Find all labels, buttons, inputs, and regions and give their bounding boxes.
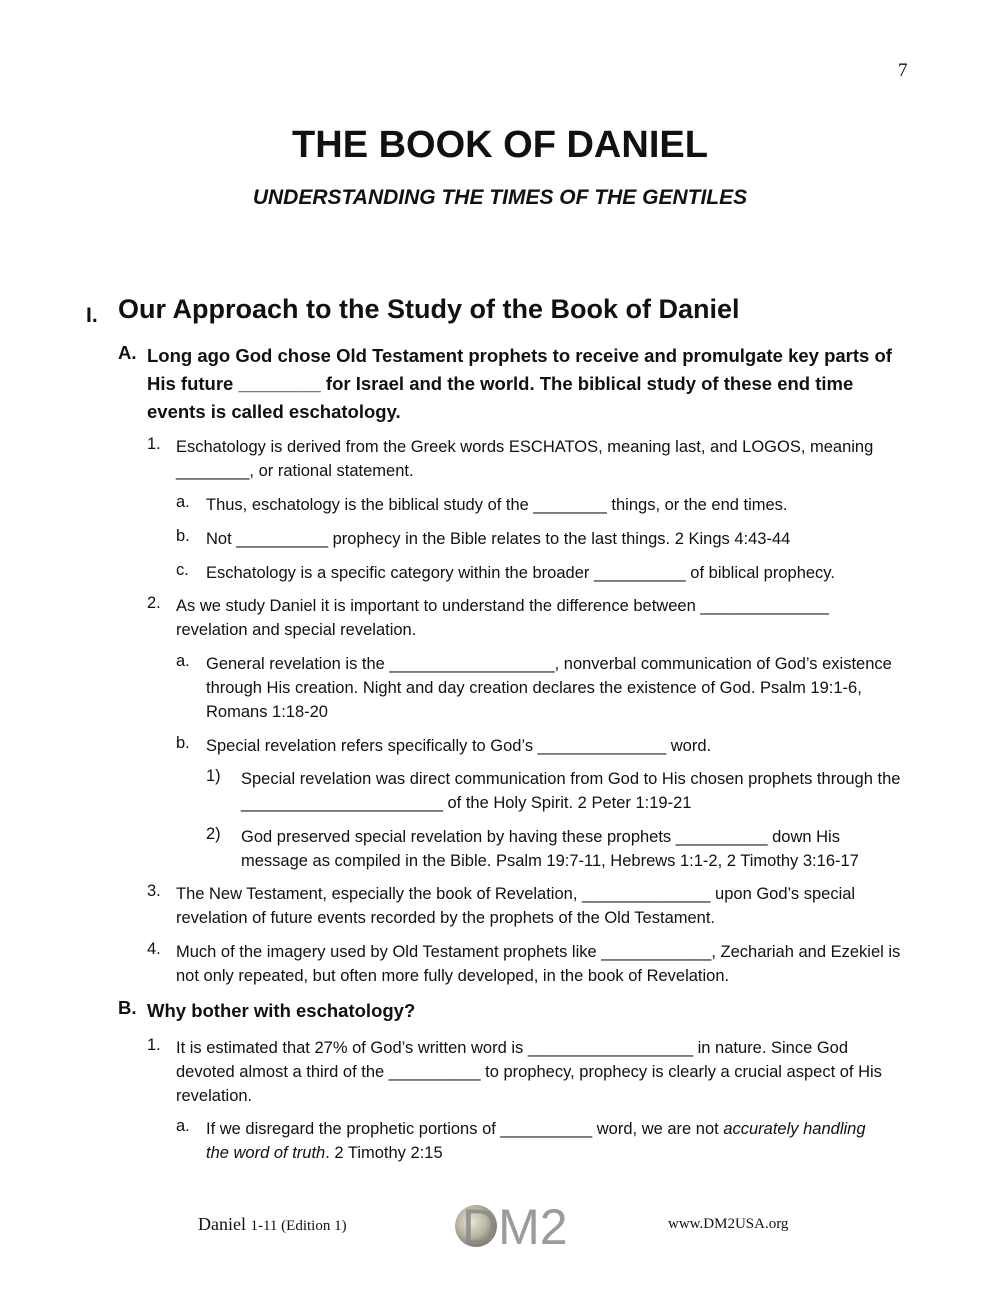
subsection-a-number: A.	[118, 342, 137, 363]
footer-url: www.DM2USA.org	[668, 1216, 789, 1232]
list-item: As we study Daniel it is important to understand the difference between ______________ revelation and special revelation.	[176, 597, 829, 639]
footer-edition: 1-11 (Edition 1)	[250, 1218, 347, 1234]
list-letter: a.	[176, 652, 190, 670]
subsection-b-text: Why bother with eschatology?	[147, 1000, 416, 1021]
list-number: 1.	[147, 435, 161, 453]
list-letter: b.	[176, 527, 190, 545]
subsection-b-number: B.	[118, 997, 137, 1018]
list-item: General revelation is the __________________, nonverbal communication of God’s existence through His creation. Night and day creation declares the existence of God. Psalm 19:1-6, Romans 1:18-20	[206, 655, 892, 721]
list-subnumber: 2)	[206, 825, 221, 843]
list-letter: b.	[176, 734, 190, 752]
list-number: 4.	[147, 940, 161, 958]
section-heading: Our Approach to the Study of the Book of Daniel	[118, 294, 740, 324]
section-number: I.	[86, 304, 98, 327]
list-item: God preserved special revelation by having these prophets __________ down His message as compiled in the Bible. Psalm 19:7-11, Hebrews 1:1-2, 2 Timothy 3:16-17	[241, 828, 859, 870]
subsection-a-text: Long ago God chose Old Testament prophets to receive and promulgate key parts of His future ________ for Israel and the world. The biblical study of these end time events is called eschatology.	[147, 345, 892, 422]
list-item: Eschatology is derived from the Greek words ESCHATOS, meaning last, and LOGOS, meaning ________, or rational statement.	[176, 438, 874, 480]
list-number: 3.	[147, 882, 161, 900]
list-number: 2.	[147, 594, 161, 612]
document-title: THE BOOK OF DANIEL	[292, 124, 708, 166]
list-item-text: . 2 Timothy 2:15	[325, 1144, 443, 1162]
list-letter: a.	[176, 493, 190, 511]
footer-course-label	[198, 1214, 347, 1235]
list-number: 1.	[147, 1036, 161, 1054]
document-subtitle: UNDERSTANDING THE TIMES OF THE GENTILES	[252, 186, 748, 209]
list-item: Special revelation refers specifically to God’s ______________ word.	[206, 737, 712, 755]
list-item	[206, 1117, 886, 1165]
logo-text: DM2	[462, 1199, 568, 1255]
list-letter: a.	[176, 1117, 190, 1135]
list-item: Not __________ prophecy in the Bible relates to the last things. 2 Kings 4:43-44	[206, 530, 791, 548]
list-item: Thus, eschatology is the biblical study of the ________ things, or the end times.	[206, 496, 788, 514]
list-item: Eschatology is a specific category within the broader __________ of biblical prophecy.	[206, 564, 835, 582]
list-letter: c.	[176, 561, 189, 579]
list-subnumber: 1)	[206, 767, 221, 785]
list-item: The New Testament, especially the book of Revelation, ______________ upon God’s special revelation of future events recorded by the prophets of the Old Testament.	[176, 885, 856, 927]
list-item-text: If we disregard the prophetic portions of __________ word, we are not	[206, 1120, 724, 1138]
list-item-emphasis: accurately handling the word of truth	[206, 1120, 866, 1162]
page-number: 7	[898, 60, 908, 81]
dm2-logo	[452, 1196, 592, 1256]
list-item: It is estimated that 27% of God’s written word is __________________ in nature. Since God devoted almost a third of the __________ to prophecy, prophecy is clearly a crucial aspect of His revelation.	[176, 1039, 882, 1105]
footer-course-name: Daniel	[198, 1214, 251, 1234]
list-item: Much of the imagery used by Old Testament prophets like ____________, Zechariah and Ezekiel is not only repeated, but often more fully developed, in the book of Revelation.	[176, 943, 901, 985]
list-item: Special revelation was direct communication from God to His chosen prophets through the ______________________ of the Holy Spirit. 2 Peter 1:19-21	[241, 770, 901, 812]
